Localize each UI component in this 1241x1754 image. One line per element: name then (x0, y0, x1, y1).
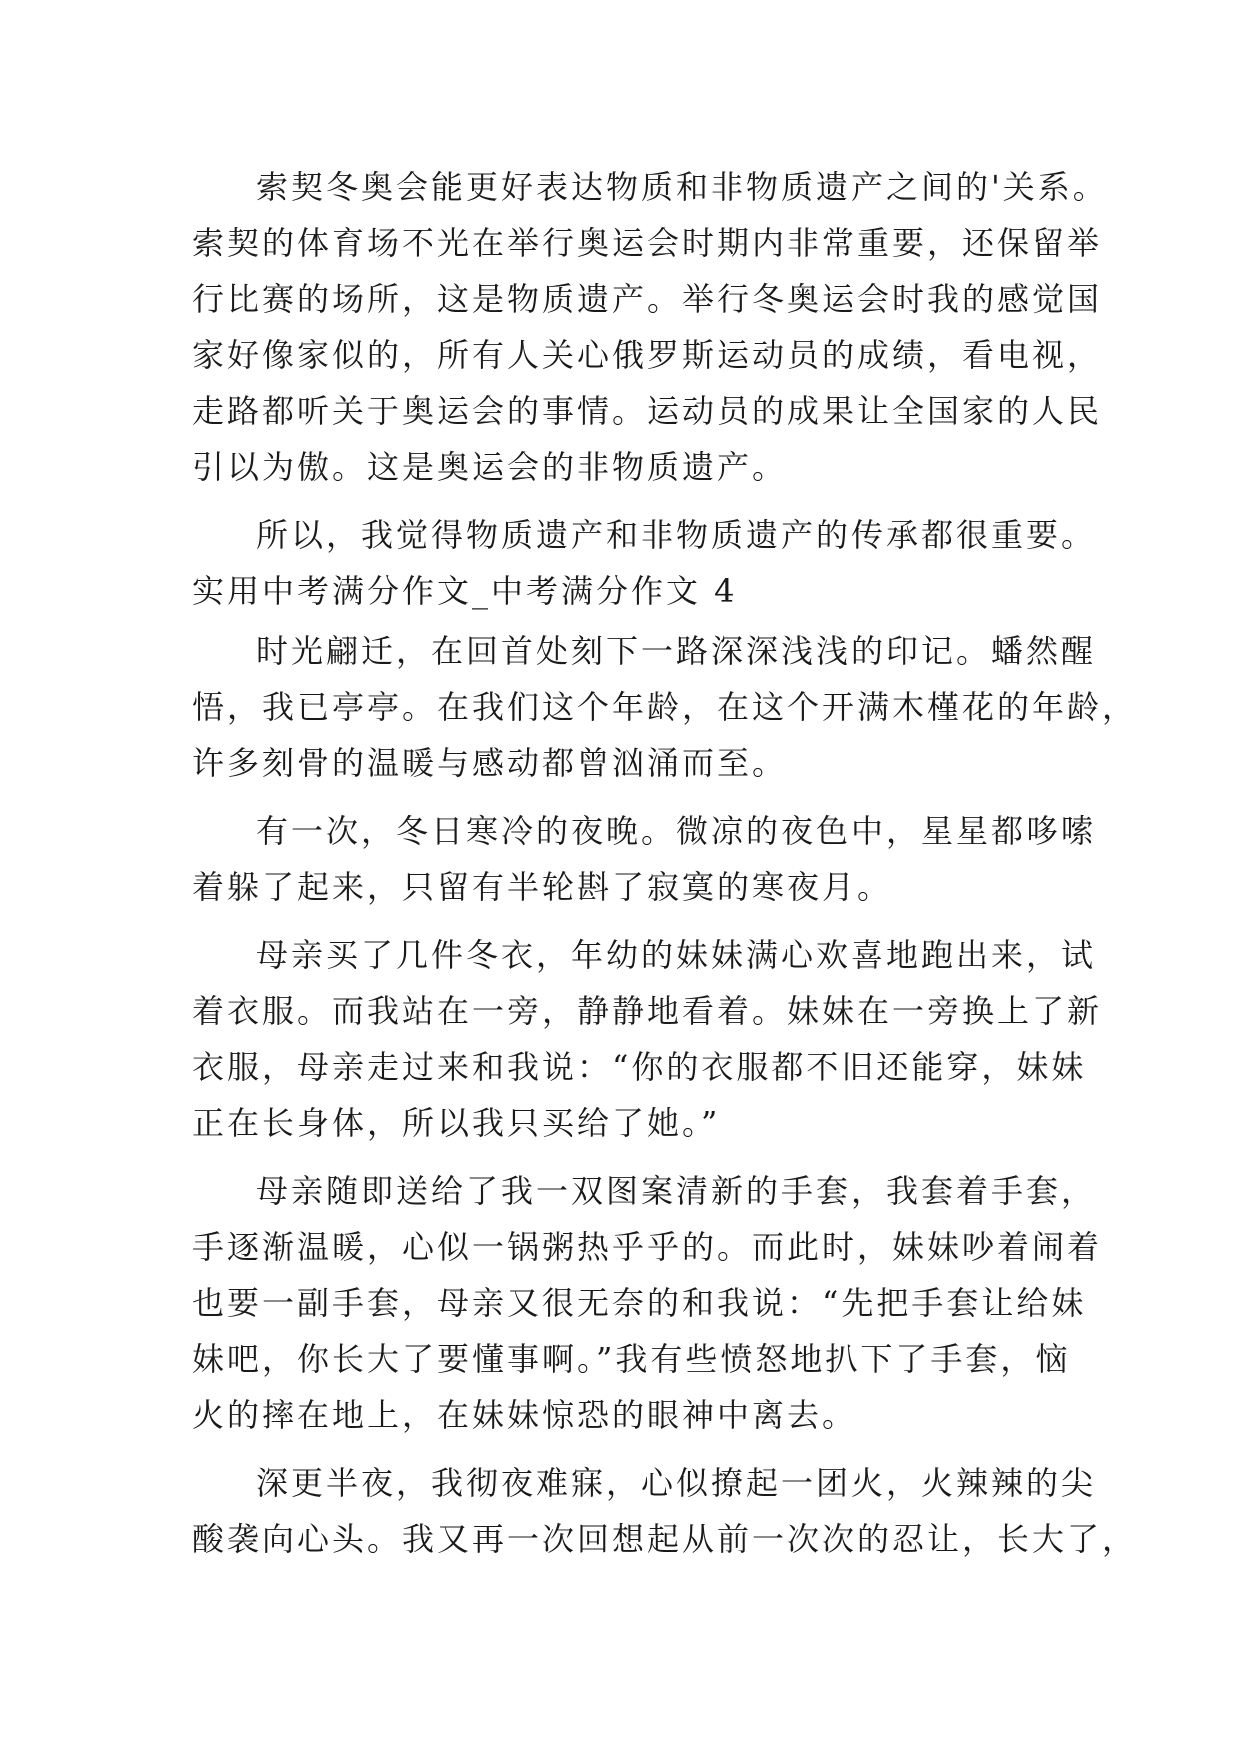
text-line: 也要一副手套，母亲又很无奈的和我说：“先把手套让给妹 (192, 1284, 1087, 1322)
text-line: 时光翩迁，在回首处刻下一路深深浅浅的印记。蟠然醒 (256, 632, 1097, 670)
text-line: 所以，我觉得物质遗产和非物质遗产的传承都很重要。 (256, 516, 1097, 554)
text-line: 母亲随即送给了我一双图案清新的手套，我套着手套， (256, 1172, 1097, 1210)
text-line: 有一次，冬日寒冷的夜晚。微凉的夜色中，星星都哆嗦 (256, 812, 1097, 850)
text-line: 母亲买了几件冬衣，年幼的妹妹满心欢喜地跑出来，试 (256, 936, 1097, 974)
text-line: 家好像家似的，所有人关心俄罗斯运动员的成绩，看电视， (192, 336, 1103, 374)
text-line: 索契的体育场不光在举行奥运会时期内非常重要，还保留举 (192, 224, 1103, 262)
text-line: 妹吧，你长大了要懂事啊。”我有些愤怒地扒下了手套，恼 (192, 1340, 1071, 1378)
text-line: 行比赛的场所，这是物质遗产。举行冬奥运会时我的感觉国 (192, 280, 1103, 318)
text-line: 火的摔在地上，在妹妹惊恐的眼神中离去。 (192, 1396, 858, 1434)
text-line: 悟，我已亭亭。在我们这个年龄，在这个开满木槿花的年龄， (192, 688, 1138, 726)
text-line: 正在长身体，所以我只买给了她。” (192, 1104, 721, 1142)
text-line: 着衣服。而我站在一旁，静静地看着。妹妹在一旁换上了新 (192, 992, 1103, 1030)
text-line: 索契冬奥会能更好表达物质和非物质遗产之间的'关系。 (256, 168, 1108, 206)
text-line: 手逐渐温暖，心似一锅粥热乎乎的。而此时，妹妹吵着闹着 (192, 1228, 1103, 1266)
section-heading: 实用中考满分作文_中考满分作文 4 (192, 572, 738, 610)
text-line: 走路都听关于奥运会的事情。运动员的成果让全国家的人民 (192, 392, 1103, 430)
text-line: 酸袭向心头。我又再一次回想起从前一次次的忍让，长大了， (192, 1520, 1138, 1558)
text-line: 着躲了起来，只留有半轮斟了寂寞的寒夜月。 (192, 868, 893, 906)
text-line: 引以为傲。这是奥运会的非物质遗产。 (192, 448, 788, 486)
text-line: 深更半夜，我彻夜难寐，心似撩起一团火，火辣辣的尖 (256, 1464, 1097, 1502)
text-line: 衣服，母亲走过来和我说：“你的衣服都不旧还能穿，妹妹 (192, 1048, 1087, 1086)
text-line: 许多刻骨的温暖与感动都曾汹涌而至。 (192, 744, 788, 782)
